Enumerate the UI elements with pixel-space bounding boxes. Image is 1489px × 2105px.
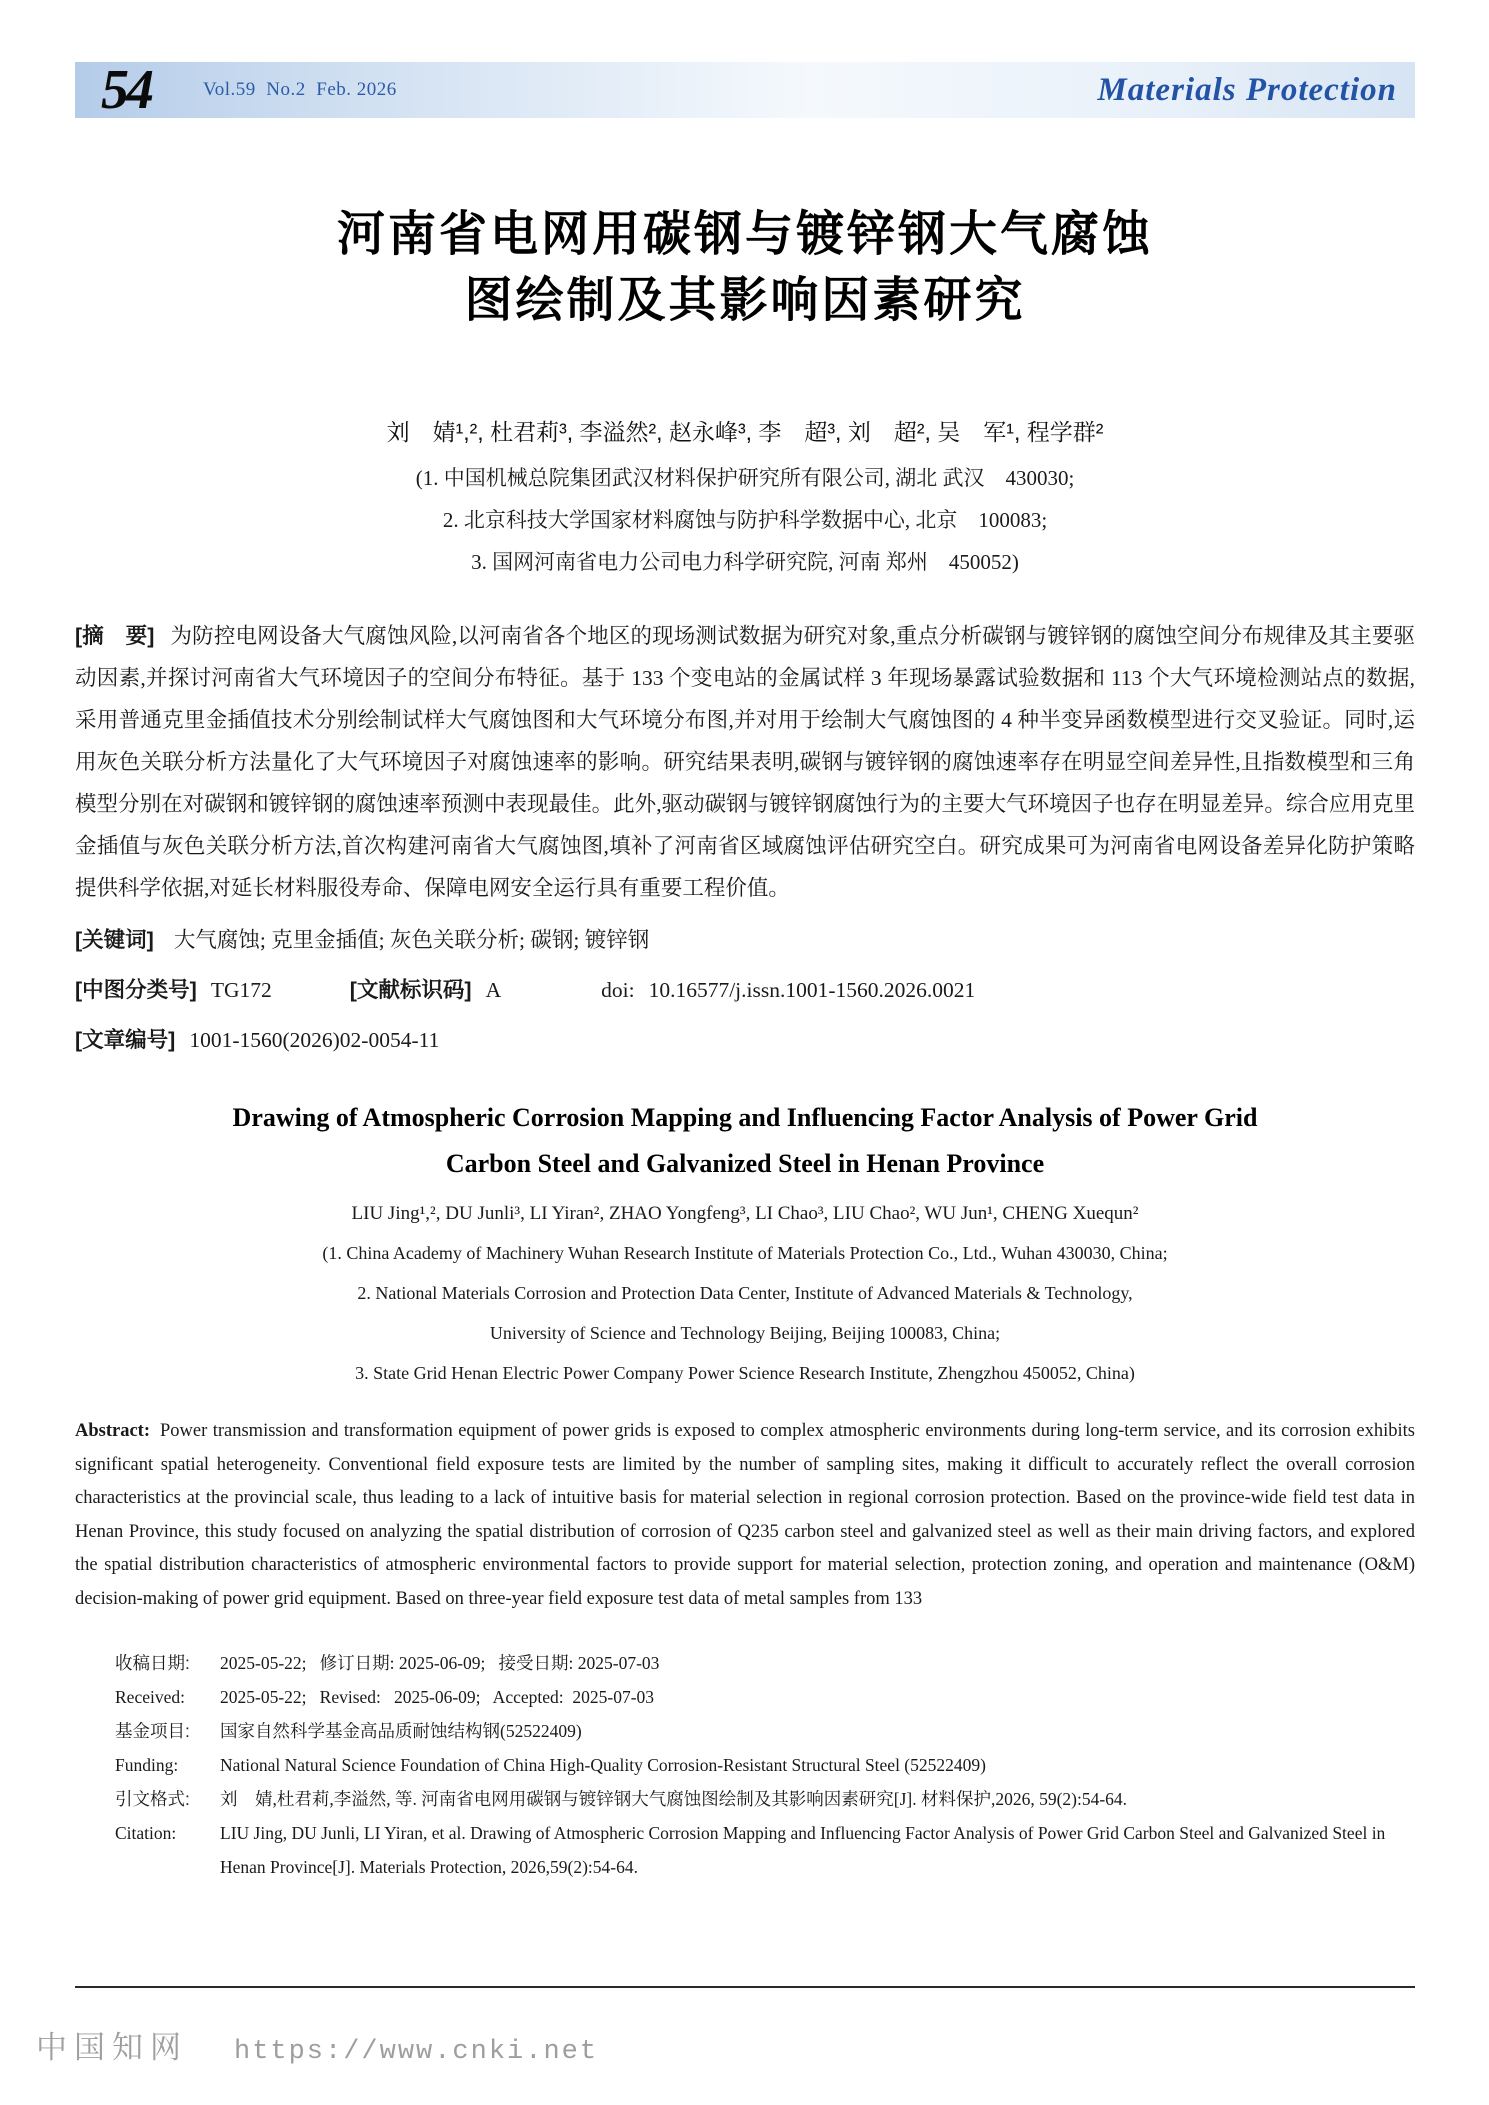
authors-en: LIU Jing¹,², DU Junli³, LI Yiran², ZHAO Yongfeng³, LI Chao³, LIU Chao², WU Jun¹, CHENG Xuequn²	[351, 1203, 1139, 1224]
footnote-citation-cn-label: 引文格式:	[115, 1789, 190, 1809]
footnote-funding-cn-label: 基金项目:	[115, 1721, 190, 1741]
doc-code-label: [文献标识码]	[349, 978, 472, 1002]
page-content-column	[75, 0, 1415, 1884]
watermark-site-name: 中国知网	[36, 2030, 188, 2065]
article-id-row	[75, 1015, 1415, 1065]
bottom-divider	[75, 1986, 1415, 1988]
abstract-en	[75, 1415, 1415, 1616]
abstract-en-label: Abstract:	[75, 1421, 151, 1441]
footnote-received-en-text: 2025-05-22; Revised: 2025-06-09; Accepted: 2025-07-03	[220, 1687, 655, 1707]
affiliation-en-3: University of Science and Technology Beijing, Beijing 100083, China;	[489, 1323, 1001, 1343]
abstract-en-text: Power transmission and transformation equipment of power grids is exposed to complex atmospheric environments during long-term service, and its corrosion exhibits significant spatial heterogeneity. Conventional field exposure tests are limited by the number of sampling sites, making it difficult to accurately reflect the overall corrosion characteristics at the provincial scale, thus leading to a lack of intuitive basis for material selection in regional corrosion protection. Based on the province-wide field test data in Henan Province, this study focused on analyzing the spatial distribution of corrosion of Q235 carbon steel and galvanized steel as well as their main driving factors, and explored the spatial distribution characteristics of atmospheric environmental factors to provide support for material selection, protection zoning, and operation and maintenance (O&M) decision-making of power grid equipment. Based on three-year field exposure test data of metal samples from 133	[75, 1421, 1415, 1609]
footnote-received-cn	[115, 1646, 1415, 1680]
cnki-watermark	[36, 2022, 598, 2067]
footnote-citation-en-text: LIU Jing, DU Junli, LI Yiran, et al. Drawing of Atmospheric Corrosion Mapping and Influencing Factor Analysis of Power Grid Carbon Steel and Galvanized Steel in Henan Province[J]. Materials Protection, 2026,59(2):54-64.	[220, 1823, 1390, 1877]
article-title-en	[75, 1095, 1415, 1187]
article-title-en-line1: Drawing of Atmospheric Corrosion Mapping and Influencing Factor Analysis of Power Grid	[232, 1103, 1258, 1132]
affiliations-en	[75, 1233, 1415, 1393]
footnote-citation-en	[115, 1816, 1415, 1884]
footnote-received-en-label: Received:	[115, 1687, 185, 1707]
affiliation-cn-3: 3. 国网河南省电力公司电力科学研究院, 河南 郑州 450052)	[471, 550, 1019, 574]
abstract-cn-label: [摘 要]	[75, 624, 155, 648]
classification-row	[75, 965, 1415, 1015]
article-title-cn-line1: 河南省电网用碳钢与镀锌钢大气腐蚀	[336, 208, 1153, 261]
footnote-citation-cn	[115, 1782, 1415, 1816]
footnote-funding-cn	[115, 1714, 1415, 1748]
doi-value: 10.16577/j.issn.1001-1560.2026.0021	[648, 978, 976, 1002]
footnote-received-en	[115, 1680, 1415, 1714]
affiliations-cn	[75, 457, 1415, 583]
article-title-cn-line2: 图绘制及其影响因素研究	[464, 274, 1026, 327]
page-number: 54	[101, 59, 151, 121]
footnote-citation-cn-text: 刘 婧,杜君莉,李溢然, 等. 河南省电网用碳钢与镀锌钢大气腐蚀图绘制及其影响因素研究[J]. 材料保护,2026, 59(2):54-64.	[220, 1789, 1128, 1809]
keywords-text: 大气腐蚀; 克里金插值; 灰色关联分析; 碳钢; 镀锌钢	[173, 928, 650, 952]
article-id-value: 1001-1560(2026)02-0054-11	[189, 1028, 440, 1052]
page-header-bar	[75, 59, 1415, 121]
affiliation-en-4: 3. State Grid Henan Electric Power Company Power Science Research Institute, Zhengzhou 450052, China)	[355, 1363, 1135, 1383]
footnote-received-cn-label: 收稿日期:	[115, 1653, 190, 1673]
affiliation-cn-2: 2. 北京科技大学国家材料腐蚀与防护科学数据中心, 北京 100083;	[442, 508, 1048, 532]
footnote-citation-en-label: Citation:	[115, 1823, 177, 1843]
footnote-block	[115, 1646, 1415, 1884]
keywords-row	[75, 915, 1415, 965]
doi-label: doi:	[601, 978, 635, 1002]
footnote-received-cn-text: 2025-05-22; 修订日期: 2025-06-09; 接受日期: 2025-07-03	[220, 1653, 660, 1673]
article-title-en-line2: Carbon Steel and Galvanized Steel in Henan Province	[445, 1149, 1045, 1178]
authors-cn: 刘 婧¹,², 杜君莉³, 李溢然², 赵永峰³, 李 超³, 刘 超², 吴 军¹, 程学群²	[386, 419, 1104, 445]
clc-value: TG172	[210, 978, 272, 1002]
article-title-cn	[75, 202, 1415, 334]
footnote-funding-cn-text: 国家自然科学基金高品质耐蚀结构钢(52522409)	[220, 1721, 582, 1741]
affiliation-cn-1: (1. 中国机械总院集团武汉材料保护研究所有限公司, 湖北 武汉 430030;	[415, 466, 1075, 490]
footnote-funding-en	[115, 1748, 1415, 1782]
abstract-cn-text: 为防控电网设备大气腐蚀风险,以河南省各个地区的现场测试数据为研究对象,重点分析碳钢与镀锌钢的腐蚀空间分布规律及其主要驱动因素,并探讨河南省大气环境因子的空间分布特征。基于 133 个变电站的金属试样 3 年现场暴露试验数据和 113 个大气环境检测站点的数据,采用普通克里金插值技术分别绘制试样大气腐蚀图和大气环境分布图,并对用于绘制大气腐蚀图的 4 种半变异函数模型进行交叉验证。同时,运用灰色关联分析方法量化了大气环境因子对腐蚀速率的影响。研究结果表明,碳钢与镀锌钢的腐蚀速率存在明显空间差异性,且指数模型和三角模型分别在对碳钢和镀锌钢的腐蚀速率预测中表现最佳。此外,驱动碳钢与镀锌钢腐蚀行为的主要大气环境因子也存在明显差异。综合应用克里金插值与灰色关联分析方法,首次构建河南省大气腐蚀图,填补了河南省区域腐蚀评估研究空白。研究成果可为河南省电网设备差异化防护策略提供科学依据,对延长材料服役寿命、保障电网安全运行具有重要工程价值。	[75, 624, 1415, 900]
footnote-funding-en-text: National Natural Science Foundation of China High-Quality Corrosion-Resistant Structural Steel (52522409)	[220, 1755, 986, 1775]
abstract-cn	[75, 615, 1415, 909]
article-id-label: [文章编号]	[75, 1028, 176, 1052]
journal-name-english: Materials Protection	[1097, 71, 1397, 108]
doc-code-value: A	[485, 978, 502, 1002]
issue-info: Vol.59 No.2 Feb. 2026	[203, 79, 397, 100]
affiliation-en-1: (1. China Academy of Machinery Wuhan Research Institute of Materials Protection Co., Ltd., Wuhan 430030, China;	[322, 1243, 1168, 1263]
clc-label: [中图分类号]	[75, 978, 197, 1002]
watermark-url: https://www.cnki.net	[234, 2037, 599, 2067]
keywords-label: [关键词]	[75, 928, 154, 952]
affiliation-en-2: 2. National Materials Corrosion and Protection Data Center, Institute of Advanced Materials & Technology,	[357, 1283, 1133, 1303]
footnote-funding-en-label: Funding:	[115, 1755, 179, 1775]
